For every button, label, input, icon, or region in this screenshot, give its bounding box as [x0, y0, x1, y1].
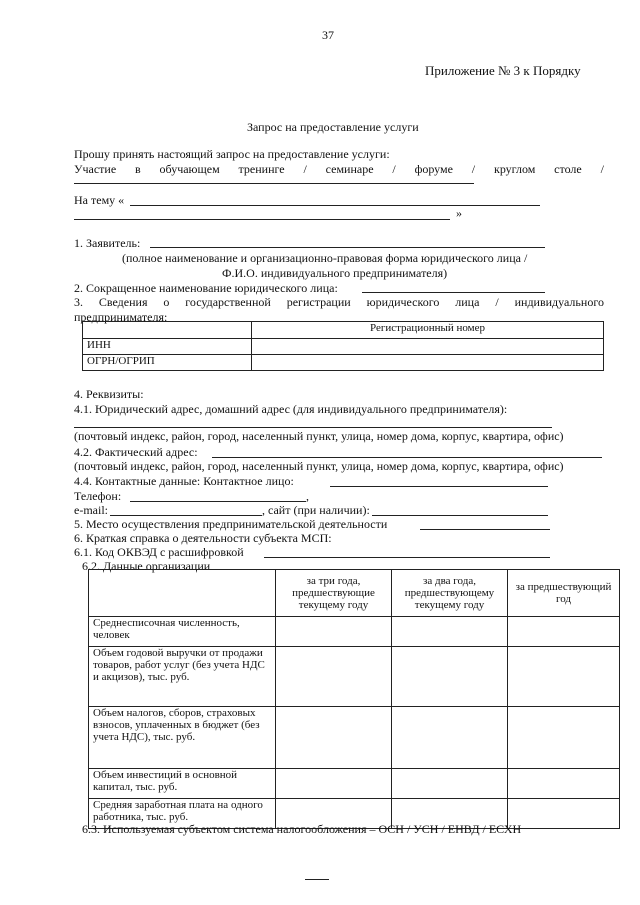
registration-table — [82, 321, 604, 371]
applicant-label: 1. Заявитель: — [74, 236, 141, 250]
legal-address-field-line[interactable] — [74, 427, 552, 428]
contacts-label: 4.4. Контактные данные: Контактное лицо: — [74, 474, 294, 488]
tax-system-label: 6.3. Используемая субъектом система налогообложения – ОСН / УСН / ЕНВД / ЕСХН — [82, 822, 522, 836]
reg-row-inn-label: ИНН — [83, 339, 252, 355]
word: тренинге — [238, 162, 285, 176]
word: индивидуального — [514, 295, 604, 309]
email-label: e-mail: — [74, 503, 108, 517]
org-row-taxes-label: Объем налогов, сборов, страховых взносов, уплаченных в бюджет (без учета НДС), тыс. руб. — [89, 707, 276, 769]
reg-table-header: Регистрационный номер — [252, 322, 604, 339]
short-name-field-line[interactable] — [362, 292, 545, 293]
org-table-empty-header — [89, 570, 276, 617]
place-field-line[interactable] — [420, 529, 550, 530]
word: семинаре — [325, 162, 374, 176]
org-row-revenue-label: Объем годовой выручки от продажи товаров, работ услуг (без учета НДС и акцизов), тыс. руб. — [89, 647, 276, 707]
reg-row-inn-value[interactable] — [252, 339, 604, 355]
org-row-taxes-y3[interactable] — [276, 707, 392, 769]
document-title: Запрос на предоставление услуги — [247, 120, 419, 134]
topic-field-line[interactable] — [130, 205, 540, 206]
org-row-salary-y1[interactable] — [508, 799, 620, 829]
applicant-hint-1: (полное наименование и организационно-правовая форма юридического лица / — [122, 251, 528, 265]
actual-address-label: 4.2. Фактический адрес: — [74, 445, 198, 459]
site-label: , сайт (при наличии): — [262, 503, 370, 517]
word: / — [600, 162, 604, 176]
org-row-taxes-y1[interactable] — [508, 707, 620, 769]
word: 3. — [74, 295, 83, 309]
short-name-label: 2. Сокращенное наименование юридического лица: — [74, 281, 338, 295]
request-line: Прошу принять настоящий запрос на предоставление услуги: — [74, 147, 390, 161]
requisites-title: 4. Реквизиты: — [74, 387, 144, 401]
reg-row-ogrn-label: ОГРН/ОГРИП — [83, 355, 252, 371]
phone-end: , — [306, 489, 309, 503]
contacts-field-line[interactable] — [330, 486, 548, 487]
page-bottom-mark — [305, 879, 329, 880]
word: обучающем — [159, 162, 220, 176]
word: лица — [455, 295, 480, 309]
org-row-employees-y3[interactable] — [276, 617, 392, 647]
participation-fill-line[interactable] — [74, 183, 474, 184]
word: Сведения — [98, 295, 148, 309]
brief-label: 6. Краткая справка о деятельности субъекта МСП: — [74, 531, 332, 545]
word: форуме — [414, 162, 453, 176]
org-row-investments-y3[interactable] — [276, 769, 392, 799]
org-table-header-last-year: за предшествующий год — [508, 570, 620, 617]
topic-field-line-2[interactable] — [74, 219, 450, 220]
word: / — [303, 162, 307, 176]
org-row-revenue-y1[interactable] — [508, 647, 620, 707]
page-number: 37 — [322, 28, 334, 42]
actual-address-field-line[interactable] — [212, 457, 602, 458]
org-row-revenue-y3[interactable] — [276, 647, 392, 707]
word: / — [392, 162, 396, 176]
org-row-investments-label: Объем инвестиций в основной капитал, тыс. руб. — [89, 769, 276, 799]
org-row-investments-y1[interactable] — [508, 769, 620, 799]
email-field-line[interactable] — [110, 515, 262, 516]
participation-line — [74, 162, 604, 177]
word: / — [495, 295, 499, 309]
state-reg-tail: предпринимателя: — [74, 310, 168, 324]
site-field-line[interactable] — [372, 515, 548, 516]
org-data-table — [88, 569, 620, 829]
reg-table-empty-header — [83, 322, 252, 339]
word: / — [471, 162, 476, 176]
word: государственной — [185, 295, 271, 309]
word: Участие — [74, 162, 117, 176]
org-data-label: 6.2. Данные организации — [82, 559, 211, 573]
org-row-salary-label: Средняя заработная плата на одного работника, тыс. руб. — [89, 799, 276, 829]
word: юридического — [366, 295, 440, 309]
topic-label: На тему « — [74, 193, 125, 207]
legal-address-hint: (почтовый индекс, район, город, населенный пункт, улица, номер дома, корпус, квартира, офис) — [74, 429, 564, 443]
phone-field-line[interactable] — [130, 501, 306, 502]
reg-row-ogrn-value[interactable] — [252, 355, 604, 371]
org-row-employees-label: Среднесписочная численность, человек — [89, 617, 276, 647]
applicant-hint-2: Ф.И.О. индивидуального предпринимателя) — [222, 266, 448, 280]
word: о — [163, 295, 170, 309]
org-row-taxes-y2[interactable] — [392, 707, 508, 769]
word: столе — [554, 162, 582, 176]
applicant-field-line[interactable] — [150, 247, 545, 248]
actual-address-hint: (почтовый индекс, район, город, населенный пункт, улица, номер дома, корпус, квартира, офис) — [74, 459, 564, 473]
org-table-header-two-years: за два года, предшествующему текущему году — [392, 570, 508, 617]
topic-close: » — [456, 206, 462, 220]
legal-address-label: 4.1. Юридический адрес, домашний адрес (для индивидуального предпринимателя): — [74, 402, 508, 416]
org-row-employees-y2[interactable] — [392, 617, 508, 647]
okved-label: 6.1. Код ОКВЭД с расшифровкой — [74, 545, 244, 559]
word: регистрации — [286, 295, 351, 309]
org-row-investments-y2[interactable] — [392, 769, 508, 799]
org-table-header-three-years: за три года, предшествующие текущему году — [276, 570, 392, 617]
state-reg-line — [74, 295, 604, 310]
okved-field-line[interactable] — [264, 557, 550, 558]
word: в — [135, 162, 141, 176]
org-row-revenue-y2[interactable] — [392, 647, 508, 707]
place-label: 5. Место осуществления предпринимательской деятельности — [74, 517, 388, 531]
phone-label: Телефон: — [74, 489, 122, 503]
appendix-label: Приложение № 3 к Порядку — [425, 63, 581, 78]
word: круглом — [493, 162, 536, 176]
org-row-employees-y1[interactable] — [508, 617, 620, 647]
